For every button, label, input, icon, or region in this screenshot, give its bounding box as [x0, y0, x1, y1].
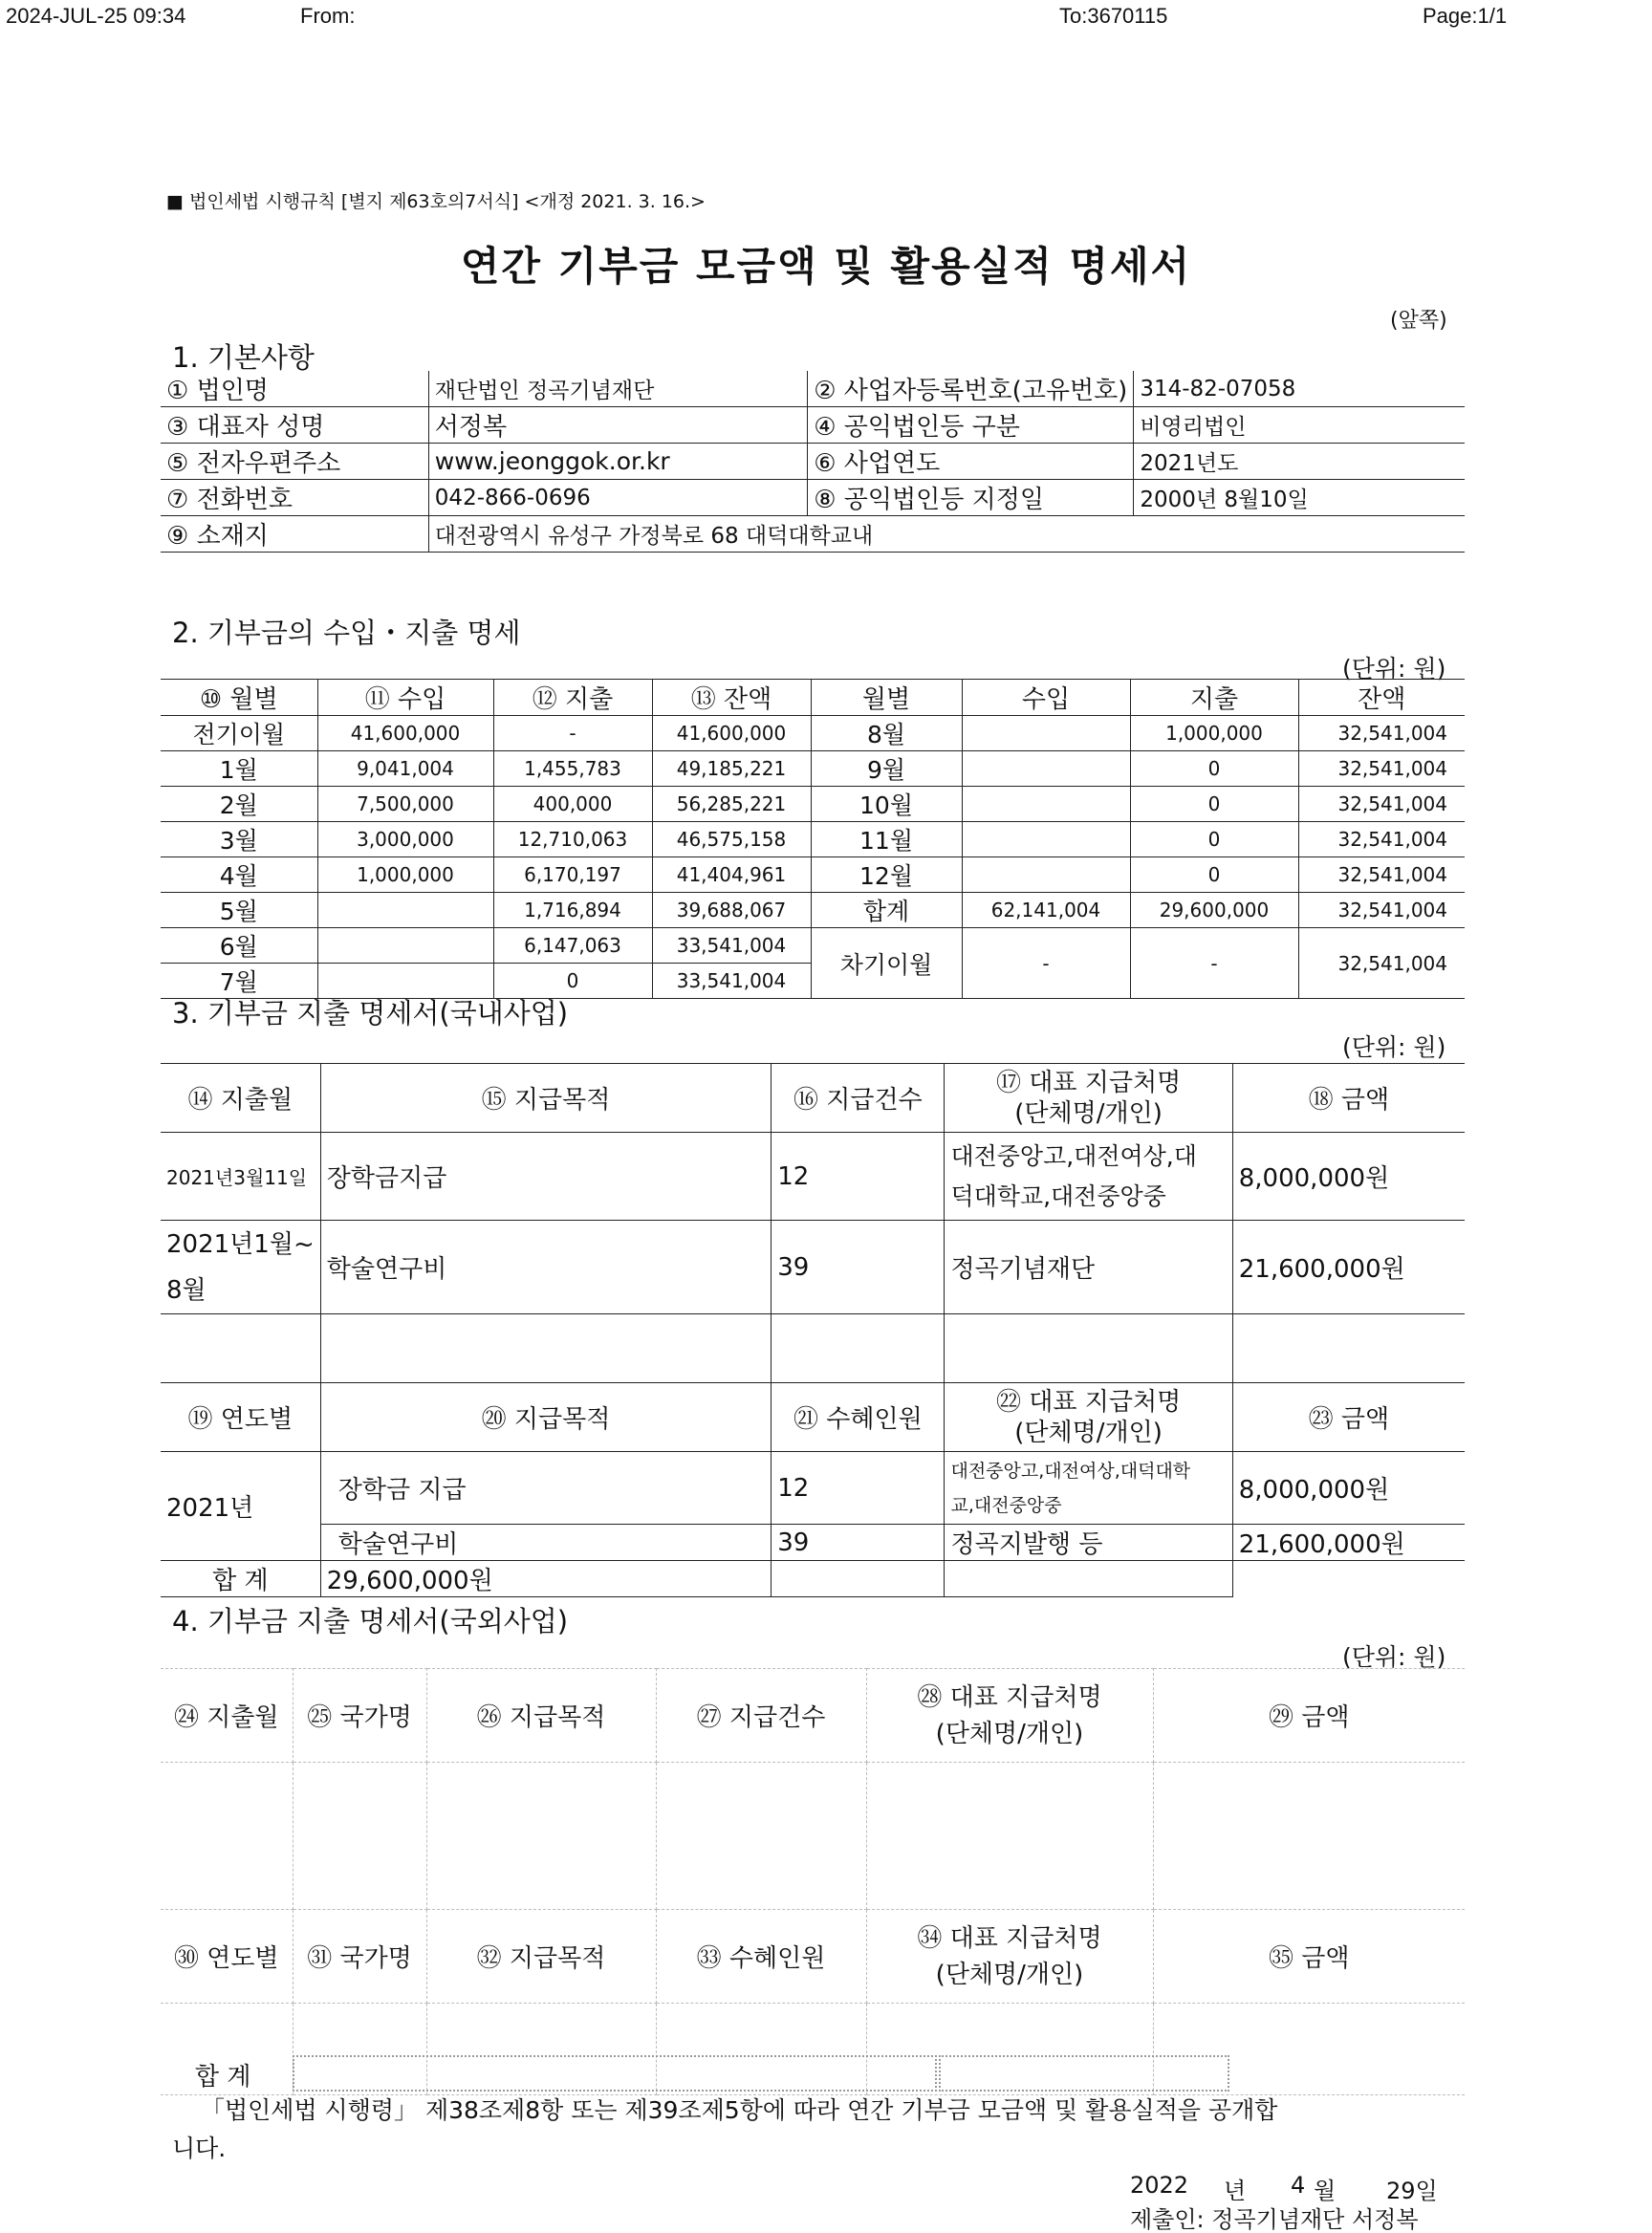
basic-info-row [161, 407, 1465, 444]
flow-unit-label: (단위: 원) [1342, 655, 1446, 683]
overseas-empty-row [161, 1763, 1465, 1910]
purpose-cell: 장학금 지급 [320, 1452, 772, 1525]
overseas-unit-label: (단위: 원) [1342, 1643, 1446, 1671]
income-cell [962, 751, 1130, 787]
date-year-unit: 년 [1224, 2178, 1247, 2204]
balance-cell: 32,541,004 [1298, 822, 1465, 857]
payee-cell: 정곡지발행 등 [945, 1525, 1232, 1561]
col-country-header: ㉕ 국가명 [293, 1669, 426, 1763]
representative-label: ③ 대표자 성명 [161, 407, 428, 444]
income-cell: 9,041,004 [317, 751, 493, 787]
month-line2: 8월 [166, 1275, 206, 1305]
flow-row [161, 751, 1465, 787]
empty-cell [945, 1314, 1232, 1383]
empty-cell [161, 1314, 320, 1383]
expense-cell: 1,716,894 [493, 893, 652, 928]
domestic-unit-label: (단위: 원) [1342, 1033, 1446, 1061]
empty-cell [1232, 1314, 1465, 1383]
date-month-unit: 월 [1314, 2178, 1337, 2204]
domestic-row [161, 1221, 1465, 1314]
basic-info-row [161, 516, 1465, 553]
form-reference: ■ 법인세법 시행규칙 [별지 제63호의7서식] <개정 2021. 3. 16.> [166, 191, 706, 212]
expense-cell: - [493, 716, 652, 751]
flow-row [161, 928, 1465, 964]
date-day: 29일 [1386, 2178, 1438, 2204]
expense-cell: 0 [493, 964, 652, 999]
empty-cell [320, 1314, 772, 1383]
month-cell: 2월 [161, 787, 317, 822]
empty-cell [656, 1763, 866, 1910]
col-payee-header [866, 1669, 1153, 1763]
basic-info-table [161, 371, 1465, 553]
col-payee-header [945, 1064, 1232, 1133]
col-beneficiaries-header: ㉝ 수혜인원 [656, 1910, 866, 2004]
col-expense-month-header: ㉔ 지출월 [161, 1669, 293, 1763]
col-purpose-header: ㉜ 지급목적 [426, 1910, 656, 2004]
purpose-cell: 학술연구비 [320, 1525, 772, 1561]
income-cell [317, 928, 493, 964]
payee-header-line2: (단체명/개인) [1014, 1098, 1163, 1128]
flow-row [161, 822, 1465, 857]
payee-header-line2: (단체명/개인) [935, 1960, 1084, 1989]
col-income-header: 수입 [962, 680, 1130, 716]
flow-row [161, 716, 1465, 751]
col-balance-header: 잔액 [1298, 680, 1465, 716]
expense-cell: 400,000 [493, 787, 652, 822]
purpose-cell: 학술연구비 [320, 1221, 772, 1314]
empty-cell [866, 1763, 1153, 1910]
total-label-cell: 합계 [811, 893, 962, 928]
scan-noise-mark [939, 2055, 1229, 2092]
email-value: www.jeonggok.or.kr [428, 444, 807, 480]
public-corp-type-label: ④ 공익법인등 구분 [808, 407, 1134, 444]
month-cell: 4월 [161, 857, 317, 893]
balance-cell: 32,541,004 [1298, 751, 1465, 787]
count-cell: 12 [772, 1133, 945, 1221]
carry-forward-label: 차기이월 [811, 928, 962, 999]
expense-cell: 12,710,063 [493, 822, 652, 857]
income-cell: 7,500,000 [317, 787, 493, 822]
empty-cell [1232, 1561, 1465, 1597]
balance-cell: 49,185,221 [652, 751, 811, 787]
income-cell [962, 822, 1130, 857]
income-cell [962, 857, 1130, 893]
corp-name-label: ① 법인명 [161, 371, 428, 407]
balance-cell: 39,688,067 [652, 893, 811, 928]
payee-header-line1: ㉒ 대표 지급처명 [995, 1387, 1182, 1417]
month-cell: 5월 [161, 893, 317, 928]
expense-cell: 1,455,783 [493, 751, 652, 787]
income-cell [962, 787, 1130, 822]
payee-header-line1: ㉘ 대표 지급처명 [917, 1682, 1102, 1712]
col-amount-header: ㉙ 금액 [1153, 1669, 1465, 1763]
col-year-header: ⑲ 연도별 [161, 1383, 320, 1452]
carry-income-cell: - [962, 928, 1130, 999]
expense-cell: 0 [1130, 857, 1298, 893]
total-amount: 29,600,000원 [320, 1561, 772, 1597]
col-count-header: ⑯ 지급건수 [772, 1064, 945, 1133]
overseas-table [161, 1668, 1465, 2095]
total-income-cell: 62,141,004 [962, 893, 1130, 928]
fax-from: From: [300, 4, 356, 28]
month-line1: 2021년1월~ [166, 1229, 315, 1259]
month-cell: 8월 [811, 716, 962, 751]
col-beneficiaries-header: ㉑ 수혜인원 [772, 1383, 945, 1452]
submitter-line: 제출인: 정곡기념재단 서정복 [1130, 2206, 1419, 2233]
total-expense-cell: 29,600,000 [1130, 893, 1298, 928]
balance-cell: 33,541,004 [652, 964, 811, 999]
fax-page: Page:1/1 [1423, 4, 1508, 28]
expense-cell: 1,000,000 [1130, 716, 1298, 751]
page-side-label: (앞쪽) [1390, 309, 1447, 333]
income-cell: 3,000,000 [317, 822, 493, 857]
basic-info-row [161, 444, 1465, 480]
balance-cell: 56,285,221 [652, 787, 811, 822]
designation-date-label: ⑧ 공익법인등 지정일 [808, 480, 1134, 516]
empty-cell [161, 1763, 293, 1910]
beneficiaries-cell: 12 [772, 1452, 945, 1525]
col-month-header: ⑩ 월별 [161, 680, 317, 716]
date-month: 4 [1291, 2172, 1306, 2199]
basic-info-row [161, 371, 1465, 407]
flow-row [161, 787, 1465, 822]
registration-number-label: ② 사업자등록번호(고유번호) [808, 371, 1134, 407]
empty-cell [772, 1561, 945, 1597]
total-row [161, 1561, 1465, 1597]
statement-line1: 「법인세법 시행령」 제38조제8항 또는 제39조제5항에 따라 연간 기부금 모금액 및 활용실적을 공개합 [201, 2096, 1278, 2124]
month-cell: 3월 [161, 822, 317, 857]
statement-line2: 니다. [172, 2135, 227, 2162]
fiscal-year-value: 2021년도 [1134, 444, 1465, 480]
month-cell: 전기이월 [161, 716, 317, 751]
balance-cell: 46,575,158 [652, 822, 811, 857]
email-label: ⑤ 전자우편주소 [161, 444, 428, 480]
registration-number-value: 314-82-07058 [1134, 371, 1465, 407]
empty-cell [772, 1314, 945, 1383]
month-cell: 9월 [811, 751, 962, 787]
col-month-header: 월별 [811, 680, 962, 716]
count-cell: 39 [772, 1221, 945, 1314]
domestic-heading: 3. 기부금 지출 명세서(국내사업) [172, 997, 569, 1030]
col-country-header: ㉛ 국가명 [293, 1910, 426, 2004]
phone-value: 042-866-0696 [428, 480, 807, 516]
payee-cell: 정곡기념재단 [945, 1221, 1232, 1314]
domestic-table [161, 1063, 1465, 1597]
balance-cell: 32,541,004 [1298, 787, 1465, 822]
col-payee-header [945, 1383, 1232, 1452]
scan-noise-mark [293, 2055, 937, 2092]
beneficiaries-cell: 39 [772, 1525, 945, 1561]
basic-info-heading: 1. 기본사항 [172, 341, 315, 374]
balance-cell: 32,541,004 [1298, 857, 1465, 893]
empty-cell [1153, 1763, 1465, 1910]
overseas-total-label: 합 계 [195, 2063, 251, 2092]
payee-header-line2: (단체명/개인) [935, 1719, 1084, 1748]
total-label: 합 계 [161, 1561, 320, 1597]
flow-row [161, 857, 1465, 893]
month-cell: 11월 [811, 822, 962, 857]
expense-cell: 0 [1130, 822, 1298, 857]
amount-cell: 21,600,000원 [1232, 1525, 1465, 1561]
corp-name-value: 재단법인 정곡기념재단 [428, 371, 807, 407]
col-payee-header [866, 1910, 1153, 2004]
col-income-header: ⑪ 수입 [317, 680, 493, 716]
address-label: ⑨ 소재지 [161, 516, 428, 553]
amount-cell: 8,000,000원 [1232, 1452, 1465, 1525]
col-balance-header: ⑬ 잔액 [652, 680, 811, 716]
year-cell: 2021년 [161, 1452, 320, 1561]
expense-cell: 0 [1130, 787, 1298, 822]
col-purpose-header: ㉖ 지급목적 [426, 1669, 656, 1763]
month-cell: 6월 [161, 928, 317, 964]
expense-month-cell: 2021년3월11일 [161, 1133, 320, 1221]
income-cell: 41,600,000 [317, 716, 493, 751]
fiscal-year-label: ⑥ 사업연도 [808, 444, 1134, 480]
payee-header-line1: ⑰ 대표 지급처명 [995, 1068, 1182, 1097]
expense-cell: 6,170,197 [493, 857, 652, 893]
col-expense-header: 지출 [1130, 680, 1298, 716]
domestic-row [161, 1133, 1465, 1221]
balance-cell: 33,541,004 [652, 928, 811, 964]
payee-header-line2: (단체명/개인) [1014, 1418, 1163, 1447]
fax-to: To:3670115 [1059, 4, 1168, 28]
purpose-cell: 장학금지급 [320, 1133, 772, 1221]
basic-info-row [161, 480, 1465, 516]
col-amount-header: ⑱ 금액 [1232, 1064, 1465, 1133]
address-value: 대전광역시 유성구 가정북로 68 대덕대학교내 [428, 516, 1465, 553]
document-title: 연간 기부금 모금액 및 활용실적 명세서 [460, 243, 1192, 290]
balance-cell: 41,600,000 [652, 716, 811, 751]
balance-cell: 32,541,004 [1298, 716, 1465, 751]
income-cell [962, 716, 1130, 751]
designation-date-value: 2000년 8월10일 [1134, 480, 1465, 516]
empty-cell [945, 1561, 1232, 1597]
yearly-row [161, 1525, 1465, 1561]
date-year: 2022 [1130, 2172, 1189, 2199]
payee-line1: 대전중앙고,대전여상,대 [950, 1141, 1197, 1170]
col-purpose-header: ⑮ 지급목적 [320, 1064, 772, 1133]
col-purpose-header: ⑳ 지급목적 [320, 1383, 772, 1452]
amount-cell: 8,000,000원 [1232, 1133, 1465, 1221]
expense-cell: 0 [1130, 751, 1298, 787]
payee-cell [945, 1452, 1232, 1525]
yearly-header-row [161, 1383, 1465, 1452]
expense-cell: 6,147,063 [493, 928, 652, 964]
representative-value: 서정복 [428, 407, 807, 444]
overseas-yearly-header-row [161, 1910, 1465, 2004]
col-amount-header: ㉓ 금액 [1232, 1383, 1465, 1452]
balance-cell: 41,404,961 [652, 857, 811, 893]
empty-cell [426, 1763, 656, 1910]
payee-line1: 대전중앙고,대전여상,대덕대학 [950, 1460, 1191, 1482]
payee-cell [945, 1133, 1232, 1221]
payee-header-line1: ㉞ 대표 지급처명 [917, 1923, 1102, 1953]
month-cell: 10월 [811, 787, 962, 822]
col-amount-header: ㉟ 금액 [1153, 1910, 1465, 2004]
col-expense-month-header: ⑭ 지출월 [161, 1064, 320, 1133]
month-cell: 12월 [811, 857, 962, 893]
domestic-empty-row [161, 1314, 1465, 1383]
carry-balance-cell: 32,541,004 [1298, 928, 1465, 999]
domestic-header-row [161, 1064, 1465, 1133]
total-balance-cell: 32,541,004 [1298, 893, 1465, 928]
flow-row [161, 893, 1465, 928]
month-cell: 7월 [161, 964, 317, 999]
col-year-header: ㉚ 연도별 [161, 1910, 293, 2004]
fax-datetime: 2024-JUL-25 09:34 [6, 4, 186, 28]
income-cell: 1,000,000 [317, 857, 493, 893]
flow-header-row [161, 680, 1465, 716]
month-cell: 1월 [161, 751, 317, 787]
amount-cell: 21,600,000원 [1232, 1221, 1465, 1314]
col-count-header: ㉗ 지급건수 [656, 1669, 866, 1763]
donation-flow-heading: 2. 기부금의 수입・지출 명세 [172, 617, 521, 649]
payee-line2: 교,대전중앙중 [950, 1494, 1062, 1516]
empty-cell [293, 1763, 426, 1910]
yearly-row [161, 1452, 1465, 1525]
phone-label: ⑦ 전화번호 [161, 480, 428, 516]
donation-flow-table [161, 679, 1465, 999]
public-corp-type-value: 비영리법인 [1134, 407, 1465, 444]
overseas-heading: 4. 기부금 지출 명세서(국외사업) [172, 1605, 569, 1637]
payee-line2: 덕대학교,대전중앙중 [950, 1182, 1166, 1210]
carry-expense-cell: - [1130, 928, 1298, 999]
expense-month-cell [161, 1221, 320, 1314]
income-cell [317, 893, 493, 928]
overseas-header-row [161, 1669, 1465, 1763]
col-expense-header: ⑫ 지출 [493, 680, 652, 716]
